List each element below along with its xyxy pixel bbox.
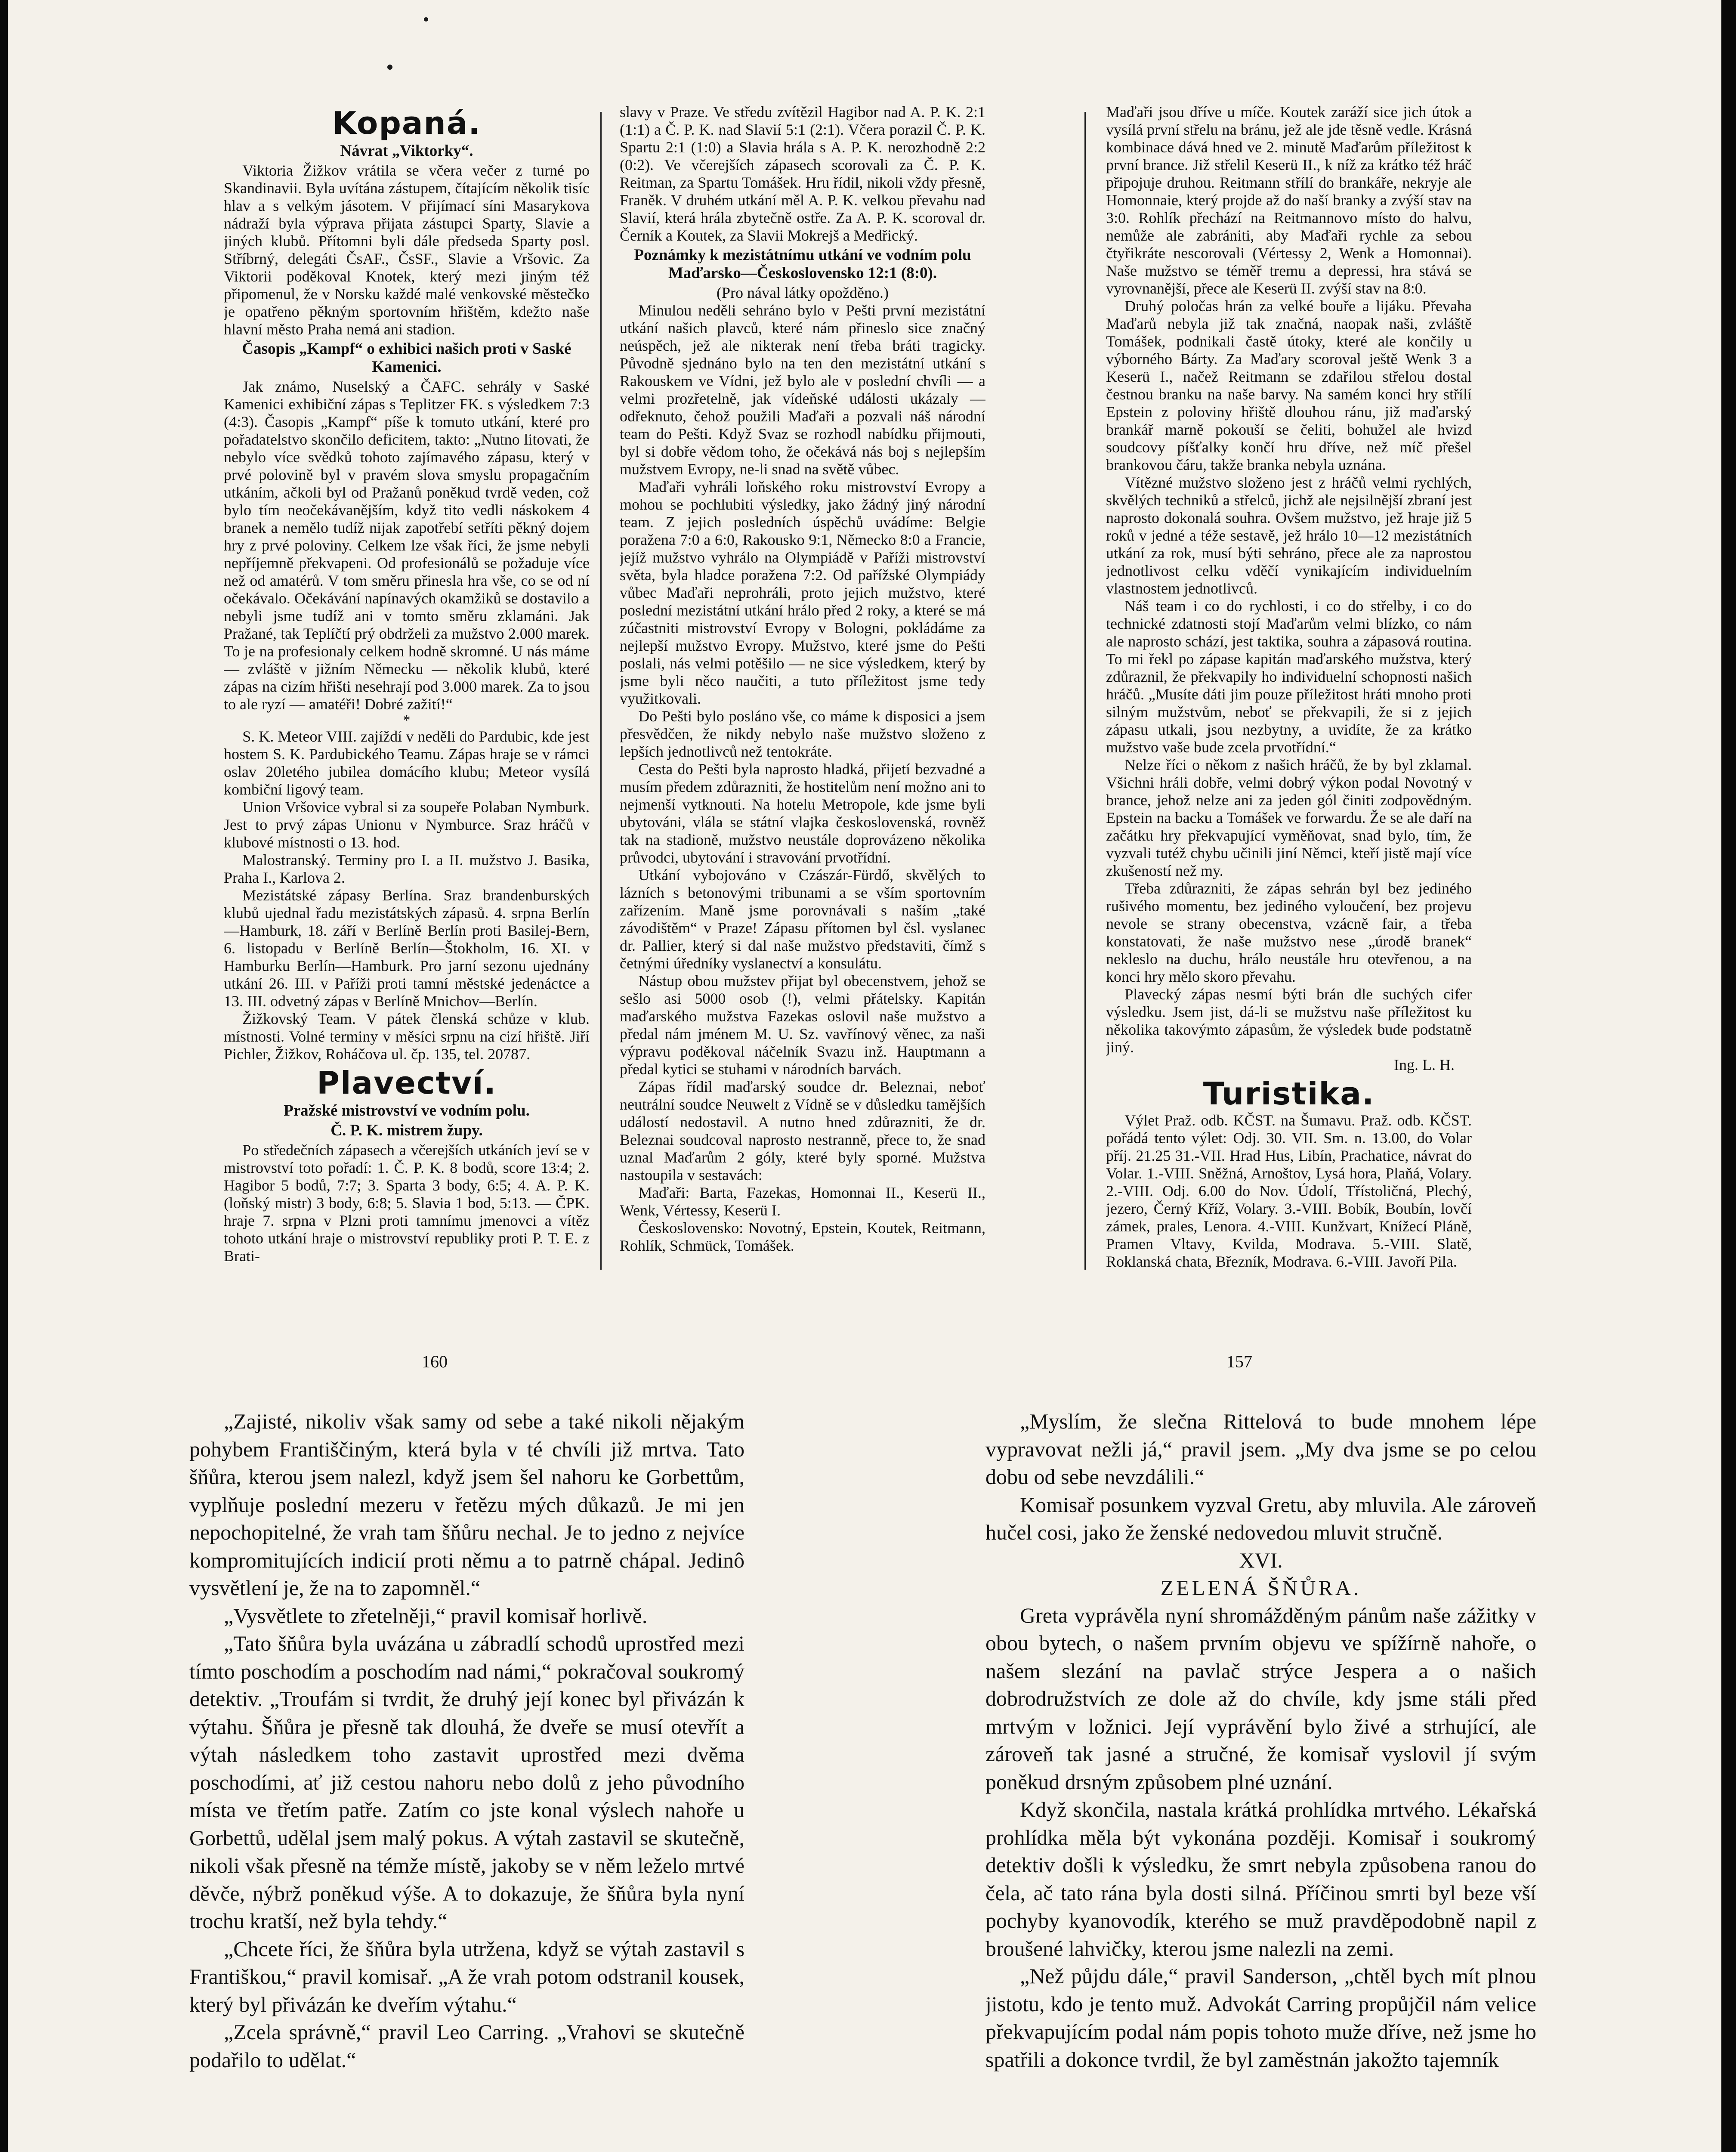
article-paragraph: Zápas řídil maďarský soudce dr. Beleznai, neboť neutrální soudce Neuwelt z Vídně se v důsledku tamějších událostí nedostavil. A nutno hned zdůrazniti, že dr. Beleznai soudcoval naprosto nestranně, přece to, že snad uznal Maďarům 2 góly, které byly sporné. Mužstva nastoupila v sestavách: xyxy=(620,1078,985,1184)
book-page-right xyxy=(985,1407,1536,2152)
article-paragraph: Plavecký zápas nesmí býti brán dle suchých cifer výsledku. Jsem jist, dá-li se mužstvu naše příležitost ku několika takovýmto zápasům, že výsledek bude podstatně jiný. xyxy=(1106,986,1472,1056)
page-number-right: 157 xyxy=(1226,1352,1252,1371)
team-lineup: Maďaři: Barta, Fazekas, Homonnai II., Keserü II., Wenk, Vértessy, Keserü I. xyxy=(620,1184,985,1219)
article-paragraph: Nelze říci o někom z našich hráčů, že by byl zklamal. Všichni hráli dobře, velmi dobrý výkon podal Novotný v brance, jehož nelze ani za jeden gól činiti zodpovědným. Epstein na backu a Tomášek ve forwardu. Že se ale daří na začátku hry překvapující vyměňovat, snad bylo, tím, že vyzvali tutéž chybu učinili jiní Němci, kteří jistě mají více zkušeností než my. xyxy=(1106,756,1472,879)
book-paragraph: Když skončila, nastala krátká prohlídka mrtvého. Lékařská prohlídka měla být vykonána později. Komisař i soukromý detektiv došli k výsledku, že smrt nebyla způsobena ranou do čela, ač tato rána byla dosti silná. Příčinou smrti byl beze vší pochyby kyanovodík, kterého se muž pravděpodobně napil z broušené lahvičky, kterou jsme nalezli na zemi. xyxy=(985,1797,1536,1960)
book-page-left xyxy=(189,1407,744,2152)
chapter-number: XVI. xyxy=(1239,1548,1283,1572)
article-paragraph: Utkání vybojováno v Czászár-Fürdő, skvělých to lázních s betonovými tribunami a se vším sportovním zařízením. Maně jsme porovnávali s naším „také závodištěm“ v Praze! Zápasu přítomen byl čsl. vyslanec dr. Pallier, který si dal naše mužstvo představiti, čímž s četnými úředníky vyslanectví a konsulátu. xyxy=(620,866,985,972)
section-divider-star: * xyxy=(403,712,411,728)
article-headline: Návrat „Viktorky“. xyxy=(340,142,473,160)
ink-speck xyxy=(424,17,428,22)
article-headline: Časopis „Kampf“ o exhibici našich proti v Saské Kamenici. xyxy=(242,340,571,376)
book-paragraph: Komisař posunkem vyzval Gretu, aby mluvila. Ale zároveň hučel cosi, jako že ženské nedovedou mluvit stručně. xyxy=(985,1492,1536,1544)
book-paragraph: „Vysvětlete to zřetelněji,“ pravil komisař horlivě. xyxy=(224,1603,648,1628)
section-title-swimming: Plavectví. xyxy=(317,1065,497,1101)
column-rule xyxy=(1084,112,1086,1270)
article-headline: Poznámky k mezistátnímu utkání ve vodním polu Maďarsko—Československo 12:1 (8:0). xyxy=(634,246,971,282)
article-headline: Pražské mistrovství ve vodním polu. xyxy=(284,1102,530,1119)
article-paragraph: Třeba zdůrazniti, že zápas sehrán byl bez jediného rušivého momentu, bez jediného vyloučení, bez projevu nevole se strany obecenstva, vzácně fair, a třeba konstatovati, že naše mužstvo nese „úrodě branek“ nekleslo na duchu, hrálo neustále hru otevřenou, a na konci hry mělo skoro převahu. xyxy=(1106,880,1472,985)
club-notice: Mezistátské zápasy Berlína. Sraz brandenburských klubů ujednal řadu mezistátských zápasů. 4. srpna Berlín—Hamburk, 18. září v Berlíně Berlín proti Basilej-Bern, 6. listopadu v Berlíně Berlín—Štokholm, 16. XI. v Hamburku Berlín—Hamburk. Pro jarní sezonu ujednány utkání 26. III. v Paříži proti tamní městské jedenáctce a 13. III. odvetný zápas v Berlíně Mnichov—Berlín. xyxy=(224,887,590,1010)
book-paragraph: Greta vyprávěla nyní shromážděným pánům naše zážitky v obou bytech, o našem prvním objevu ve spížírně nahoře, o našem slezání na pavlač strýce Jespera a o našich dobrodružstvích ze dole až do chvíle, kdy jsme stáli před mrtvým v ložnici. Její vyprávění bylo živé a strhující, ale zároveň tak jasné a stručné, že komisař vyslovil jí svým poněkud drsným způsobem plné uznání. xyxy=(985,1603,1536,1794)
book-paragraph: „Myslím, že slečna Rittelová to bude mnohem lépe vypravovat nežli já,“ pravil jsem. „My dva jsme se po celou dobu od sebe nevzdálili.“ xyxy=(985,1409,1536,1489)
newspaper-column-3 xyxy=(1106,103,1472,1274)
club-notice: Union Vršovice vybral si za soupeře Polaban Nymburk. Jest to prvý zápas Unionu v Nymburce. Sraz hráčů v klubové místnosti o 13. hod. xyxy=(224,798,590,851)
scan-border-right xyxy=(1721,0,1736,2152)
article-paragraph: Nástup obou mužstev přijat byl obecenstvem, jehož se sešlo asi 5000 osob (!), velmi přátelsky. Kapitán maďarského mužstva Fazekas oslovil naše mužstvo a předal nám jménem M. U. Sz. vavřínový věnec, za naši výpravu poděkoval náčelník Svazu inž. Hauptmann a předal kytici se stuhami v národních barvách. xyxy=(620,972,985,1078)
newspaper-column-2 xyxy=(620,103,985,1274)
author-signature: Ing. L. H. xyxy=(1394,1056,1455,1073)
book-paragraph: „Zajisté, nikoliv však samy od sebe a také nikoli nějakým pohybem Františčiným, která byla v té chvíli již mrtva. Tato šňůra, kterou jsem nalezl, když jsem šel nahoru ke Gorbettům, vyplňuje poslední mezeru v řetězu mých důkazů. Je mi jen nepochopitelné, že vrah tam šňůru nechal. Je to jedno z nejvíce kompromitujících indicií proti němu a to patrně chápal. Jedinô vysvětlení je, že na to zapomněl.“ xyxy=(189,1409,744,1600)
article-paragraph: Jak známo, Nuselský a ČAFC. sehrály v Saské Kamenici exhibiční zápas s Teplitzer FK. s výsledkem 7:3 (4:3). Časopis „Kampf“ píše k tomuto utkání, které pro pořadatelstvo skončilo deficitem, takto: „Nutno litovati, že nebylo více svědků tohoto zajímavého zápasu, který v prvé polovině byl v pravém slova smyslu propagačním utkáním, ačkoli byl od Pražanů poněkud tvrdě veden, což bylo tím neočekávanějším, když tito vedli náskokem 4 branek a nemělo tudíž nijak zapotřebí setříti pěkný dojem hry z prvé poloviny. Celkem lze však říci, že jsme nebyli nepříjemně překvapeni. Od profesionálů se požaduje více než od amatérů. V tom směru přinesla hra vše, co se od ní očekávalo. Očekávání napínavých okamžiků se dostavilo a nebyli jsme tudíž ani v tomto směru zklamáni. Jak Pražané, tak Teplíčtí prý obdrželi za mužstvo 2.000 marek. To je na profesionaly celkem hodně skromné. U nás máme — zvláště v jižním Německu — několik klubů, které zápas na cizím hřišti nesehrají pod 3.000 marek. Za to jsou to ale ryzí — amatéři! Dobré zažití!“ xyxy=(224,378,590,713)
club-notice: Žižkovský Team. V pátek členská schůze v klub. místnosti. Volné terminy v měsíci srpnu na cizí hřiště. Jiří Pichler, Žižkov, Roháčova ul. čp. 135, tel. 20787. xyxy=(224,1010,590,1063)
scan-border-left xyxy=(0,0,8,2152)
section-title-football: Kopaná. xyxy=(332,105,481,141)
article-paragraph: Maďaři vyhráli loňského roku mistrovství Evropy a mohou se pochlubiti výsledky, jako žádný jiný národní team. Z jejich posledních úspěchů uvádíme: Belgie poražena 7:0 a 6:0, Rakousko 9:1, Německo 8:0 a Francie, jejíž mužstvo vyhrálo na Olympiádě v Paříži mistrovství světa, byla hladce poražena 7:2. Od pařížské Olympiády vůbec Maďaři neprohráli, proto jejich mužstvo, které poslední mezistátní utkání hrálo před 2 roky, a které se má zúčastniti mistrovství Evropy v Bologni, pokládáme za nejlepší mužstvo Evropy. Mužstvo, které jsme do Pešti poslali, nás velmi potěšilo — ne sice výsledkem, který by jsme byli něco naučiti, a tuto příležitost jsme tedy využitkovali. xyxy=(620,478,985,707)
ink-speck xyxy=(387,65,392,70)
page-number-left: 160 xyxy=(422,1352,448,1371)
article-paragraph: Viktoria Žižkov vrátila se včera večer z turné po Skandinavii. Byla uvítána zástupem, čítajícím několik tisíc hlav a s velkým jásotem. V přijímací síni Masarykova nádraží byla výprava přijata zástupci Sparty, Slavie a jiných klubů. Přítomni byli dále předseda Sparty posl. Stříbrný, delegáti ČsAF., ČsSF., Slavie a Vršovic. Za Viktorii poděkoval Knotek, který mezi jiným též připomenul, že v Norsku každé malé venkovské městečko je opatřeno pěkným sportovním hřištěm, kdežto naše hlavní město Praha nemá ani stadion. xyxy=(224,162,590,338)
article-paragraph: Po středečních zápasech a včerejších utkáních jeví se v mistrovství toto pořadí: 1. Č. P. K. 8 bodů, score 13:4; 2. Hagibor 5 bodů, 7:7; 3. Sparta 3 body, 6:5; 4. A. P. K. (loňský mistr) 3 body, 6:8; 5. Slavia 1 bod, 5:13. — ČPK. hraje 7. srpna v Plzni proti tamnímu jmenovci a vítěz tohoto utkání hraje o mistrovství republiky proti P. T. E. z Brati- xyxy=(224,1141,590,1265)
book-paragraph: „Tato šňůra byla uvázána u zábradlí schodů uprostřed mezi tímto poschodím a poschodím nad námi,“ pokračoval soukromý detektiv. „Troufám si tvrdit, že druhý její konec byl přivázán k výtahu. Šňůra je přesně tak dlouhá, že dveře se musí otevřít a výtah následkem toho zastavit uprostřed mezi dvěma poschodími, ať již cestou nahoru nebo dolů z jeho původního místa ve třetím patře. Zatím co jste konal výslech nahoře u Gorbettů, udělal jsem malý pokus. A výtah zastavil se skutečně, nikoli však přesně na témže místě, jakoby se v něm leželo mrtvé děvče, nýbrž poněkud výše. A to dokazuje, že šňůra byla nyní trochu kratší, než byla tehdy.“ xyxy=(189,1631,744,1933)
club-notice: S. K. Meteor VIII. zajíždí v neděli do Pardubic, kde jest hostem S. K. Pardubického Teamu. Zápas hraje se v rámci oslav 20letého jubilea domácího klubu; Meteor vysílá kombiční ligový team. xyxy=(224,728,590,798)
article-paragraph: Vítězné mužstvo složeno jest z hráčů velmi rychlých, skvělých techniků a střelců, jichž ale nejsilnější zbraní jest naprosto dokonalá souhra. Ovšem mužstvo, jež hraje již 5 roků v jedné a téže sestavě, jež hrálo 10—12 mezistátních utkání za rok, musí býti sehráno, přece ale za naprostou jednotlivost celku vděčí vynikajícím individuelním vlastnostem jednotlivců. xyxy=(1106,474,1472,597)
editor-note: (Pro nával látky opožděno.) xyxy=(717,284,889,301)
article-paragraph: Do Pešti bylo posláno vše, co máme k disposici a jsem přesvědčen, že nikdy nebylo naše mužstvo složeno z lepších jednotlivců než tentokráte. xyxy=(620,708,985,760)
newspaper-column-1 xyxy=(224,103,590,1274)
book-paragraph: „Zcela správně,“ pravil Leo Carring. „Vrahovi se skutečně podařilo to udělat.“ xyxy=(189,2020,744,2072)
article-paragraph: Maďaři jsou dříve u míče. Koutek zaráží sice jich útok a vysílá první střelu na bránu, jež ale jde těsně vedle. Krásná kombinace dává hned ve 2. minutě Maďarům příležitost k první brance. Již střelil Keserü II., k níž za krátko též hráč připojuje druhou. Reitmann střílí do brankáře, nekryje ale Homonnaie, který projde až do naší branky a zvýší stav na 3:0. Rohlík přechází na Reitmannovo místo do halvu, nemůže ale zabrániti, aby Maďaři rychle za sebou čtyřikráte nescorovali (Vértessy 2, Wenk a Homonnai). Naše mužstvo se téměř tremu a depressi, hra stává se vyrovnanější, přece ale Keserü II. zvýší stav na 8:0. xyxy=(1106,103,1472,297)
club-notice: Malostranský. Terminy pro I. a II. mužstvo J. Basika, Praha I., Karlova 2. xyxy=(224,851,590,886)
article-paragraph: Výlet Praž. odb. KČST. na Šumavu. Praž. odb. KČST. pořádá tento výlet: Odj. 30. VII. Sm. n. 13.00, do Volar příj. 21.25 31.-VII. Hrad Hus, Libín, Prachatice, návrat do Volar. 1.-VIII. Sněžná, Arnoštov, Lysá hora, Plaňá, Volary. 2.-VIII. Odj. 6.00 do Nov. Údolí, Třístoličná, Plechý, jezero, Černý Kříž, Volary. 3.-VIII. Bobík, Boubín, lovčí zámek, prales, Lenora. 4.-VIII. Kunžvart, Knížecí Pláně, Pramen Vltavy, Kvilda, Modrava. 5.-VIII. Slatě, Roklanská chata, Březník, Modrava. 6.-VIII. Javoří Pila. xyxy=(1106,1112,1472,1270)
book-paragraph: „Chcete říci, že šňůra byla utržena, když se výtah zastavil s Františkou,“ pravil komisař. „A že vrah potom odstranil kousek, který byl přivázán ke dveřím výtahu.“ xyxy=(189,1936,744,2016)
column-rule xyxy=(600,112,602,1270)
article-paragraph: Cesta do Pešti byla naprosto hladká, přijetí bezvadné a musím předem zdůrazniti, že hostitelům není možno ani to nejmenší vytknouti. Na hotelu Metropole, kde jsme byli ubytováni, vlála se státní vlajka československá, rovněž tak na stadioně, mužstvo neustále doprovázeno několika průvodci, ubytování i stravování prvotřídní. xyxy=(620,761,985,866)
section-title-tourism: Turistika. xyxy=(1203,1076,1375,1112)
article-paragraph: Druhý poločas hrán za velké bouře a lijáku. Převaha Maďarů nebyla již tak značná, naopak naši, zvláště Tomášek, podnikali častě útoky, které ale končily u výborného Bárty. Za Maďary scoroval ještě Wenk 3 a Keserü I., načež Reitmann se zdařilou střelou dostal čestnou branku na naše barvy. Na samém konci hry střílí Epstein z poloviny hřiště dlouhou ránu, již maďarský brankář marně pokouší se čeliti, bohužel ale hvizd soudcovy píšťalky končí hru dříve, než míč přešel brankovou čáru, takže branka nebyla uznána. xyxy=(1106,297,1472,473)
article-paragraph: Minulou neděli sehráno bylo v Pešti první mezistátní utkání našich plavců, které nám přineslo sice značný neúspěch, jež ale nikterak není třeba bráti tragicky. Původně sjednáno bylo na ten den mezistátní utkání s Rakouskem ve Vídni, jež bylo ale v poslední chvíli — a velmi prozřetelně, jak vídeňské události ukázaly — odřeknuto, čehož použili Maďaři a pozvali náš národní team do Pešti. Když Svaz se rozhodl nabídku přijmouti, byl si dobře vědom toho, že očekává nás boj s nejlepším mužstvem Evropy, ne-li snad na světě vůbec. xyxy=(620,302,985,478)
article-subheadline: Č. P. K. mistrem župy. xyxy=(331,1122,483,1139)
chapter-title: ZELENÁ ŠŇŮRA. xyxy=(1160,1575,1362,1600)
article-paragraph: Náš team i co do rychlosti, i co do střelby, i co do technické zdatnosti stojí Maďarům velmi blízko, co nám ale naprosto schází, jest taktika, souhra a zápasová routina. To mi řekl po zápase kapitán maďarského mužstva, který zdůraznil, že překvapily ho individuelní schopnosti našich hráčů. „Musíte dáti jim pouze příležitost hráti mnoho proti silným mužstvům, neboť se překvapili, že si z jejich zápasu utkali, jsou nezbytny, a uvidíte, že za krátko mužstvo vaše bude zcela prvotřídní.“ xyxy=(1106,597,1472,756)
article-paragraph: slavy v Praze. Ve středu zvítězil Hagibor nad A. P. K. 2:1 (1:1) a Č. P. K. nad Slavií 5:1 (2:1). Včera porazil Č. P. K. Spartu 2:1 (1:0) a Slavia hrála s A. P. K. nerozhodně 2:2 (0:2). Ve včerejších zápasech scorovali za Č. P. K. Reitman, za Spartu Tomášek. Hru řídil, nikoli vždy přesně, Franěk. V druhém utkání měl A. P. K. velkou převahu nad Slavií, která hrála zbytečně ostře. Za A. P. K. scoroval dr. Černík a Koutek, za Slavii Mokrejš a Medřický. xyxy=(620,103,985,244)
team-lineup: Československo: Novotný, Epstein, Koutek, Reitmann, Rohlík, Schmück, Tomášek. xyxy=(620,1219,985,1254)
book-paragraph: „Než půjdu dále,“ pravil Sanderson, „chtěl bych mít plnou jistotu, kdo je tento muž. Advokát Carring propůjčil nám velice překvapujícím podal nám popis tohoto muže dříve, než jsme ho spatřili a dokonce tvrdil, že byl zaměstnán jakožto tajemník xyxy=(985,1964,1536,2072)
